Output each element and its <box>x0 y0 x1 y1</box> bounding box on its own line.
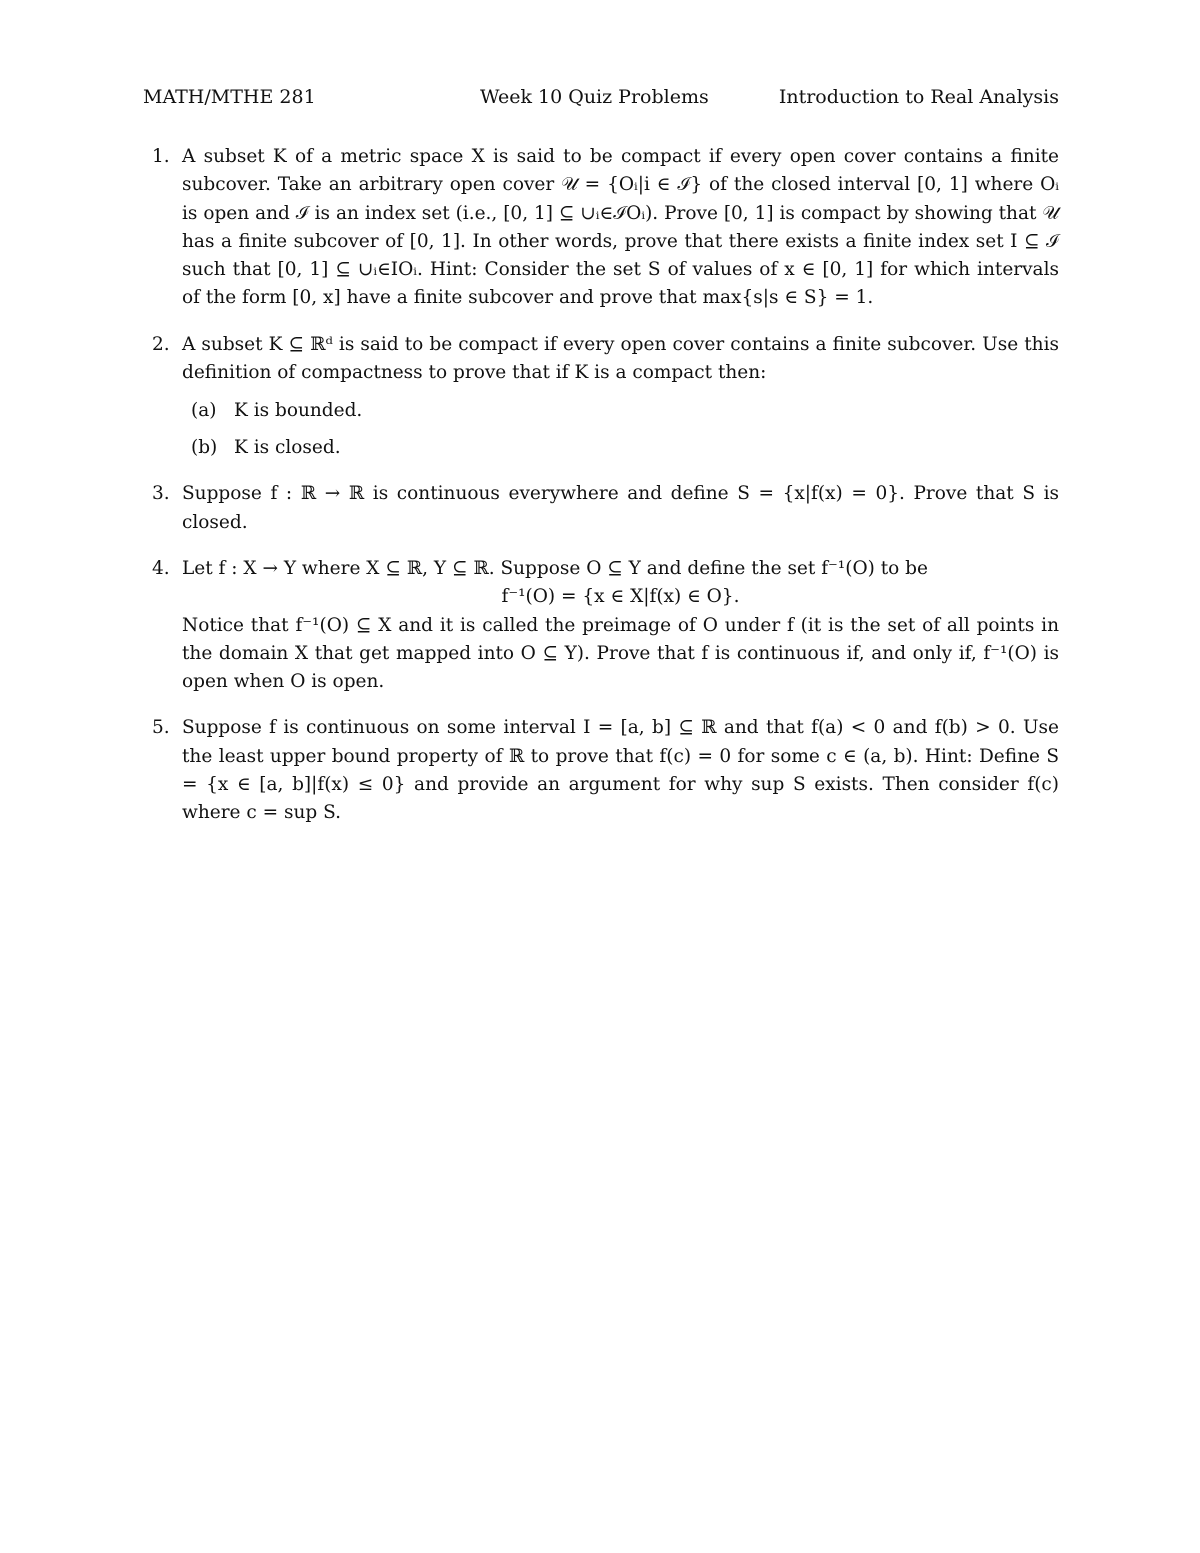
problem-text: Suppose f is continuous on some interval I = [a, b] ⊆ ℝ and that f(a) < 0 and f(b) > 0. Use the least upper bound property of ℝ to prove that f(c) = 0 for some c ∈ (a, b). Hint: Define S = {x ∈ [a, b]|f(x) ≤ 0} and provide an argument for why sup S exists. Then consider f(c) where c = sup S. <box>182 717 1059 824</box>
problem-3 <box>143 480 1059 537</box>
problem-number: 1. <box>152 146 170 167</box>
sub-part-label: (b) <box>191 437 218 459</box>
problem-number: 3. <box>152 483 170 505</box>
problem-text: A subset K ⊆ ℝᵈ is said to be compact if every open cover contains a finite subcover. Use this definition of compactness to prove that if K is a compact then: <box>182 333 1059 384</box>
sub-part-list <box>182 397 1059 462</box>
display-equation: f⁻¹(O) = {x ∈ X|f(x) ∈ O}. <box>501 586 740 608</box>
problem-text: Suppose f : ℝ → ℝ is continuous everywhere and define S = {x|f(x) = 0}. Prove that S is closed. <box>182 483 1059 533</box>
sub-part-text: K is closed. <box>234 437 341 459</box>
document-title: Week 10 Quiz Problems <box>480 86 709 108</box>
problem-1 <box>143 143 1059 313</box>
problem-2 <box>143 331 1059 463</box>
course-subject: Introduction to Real Analysis <box>778 86 1059 108</box>
problem-5 <box>143 714 1059 827</box>
sub-part-a <box>182 397 1059 425</box>
problem-text-continued: Notice that f⁻¹(O) ⊆ X and it is called the preimage of O under f (it is the set of all points in the domain X that get mapped into O ⊆ Y). Prove that f is continuous if, and only if, f⁻¹(O) is open when O is open. <box>182 614 1059 693</box>
problem-number: 5. <box>152 717 170 739</box>
problem-4 <box>143 555 1059 696</box>
page-header <box>143 82 1059 112</box>
problem-number: 2. <box>152 333 170 355</box>
problem-text: Let f : X → Y where X ⊆ ℝ, Y ⊆ ℝ. Suppose O ⊆ Y and define the set f⁻¹(O) to be <box>182 557 928 579</box>
problem-text: A subset K of a metric space X is said to be compact if every open cover contains a finite subcover. Take an arbitrary open cover 𝒰 = {Oᵢ|i ∈ ℐ} of the closed interval [0, 1] where Oᵢ is open and ℐ is an index set (i.e., [0, 1] ⊆ ∪ᵢ∈ℐOᵢ). Prove [0, 1] is compact by showing that 𝒰 has a finite subcover of [0, 1]. In other words, prove that there exists a finite index set I ⊆ ℐ such that [0, 1] ⊆ ∪ᵢ∈IOᵢ. Hint: Consider the set S of values of x ∈ [0, 1] for which intervals of the form [0, x] have a finite subcover and prove that max{s|s ∈ S} = 1. <box>182 146 1059 309</box>
course-code: MATH/MTHE 281 <box>143 86 316 108</box>
sub-part-b <box>182 434 1059 462</box>
problem-number: 4. <box>152 557 170 579</box>
sub-part-label: (a) <box>191 400 217 422</box>
sub-part-text: K is bounded. <box>234 400 363 422</box>
problem-list <box>143 143 1059 846</box>
